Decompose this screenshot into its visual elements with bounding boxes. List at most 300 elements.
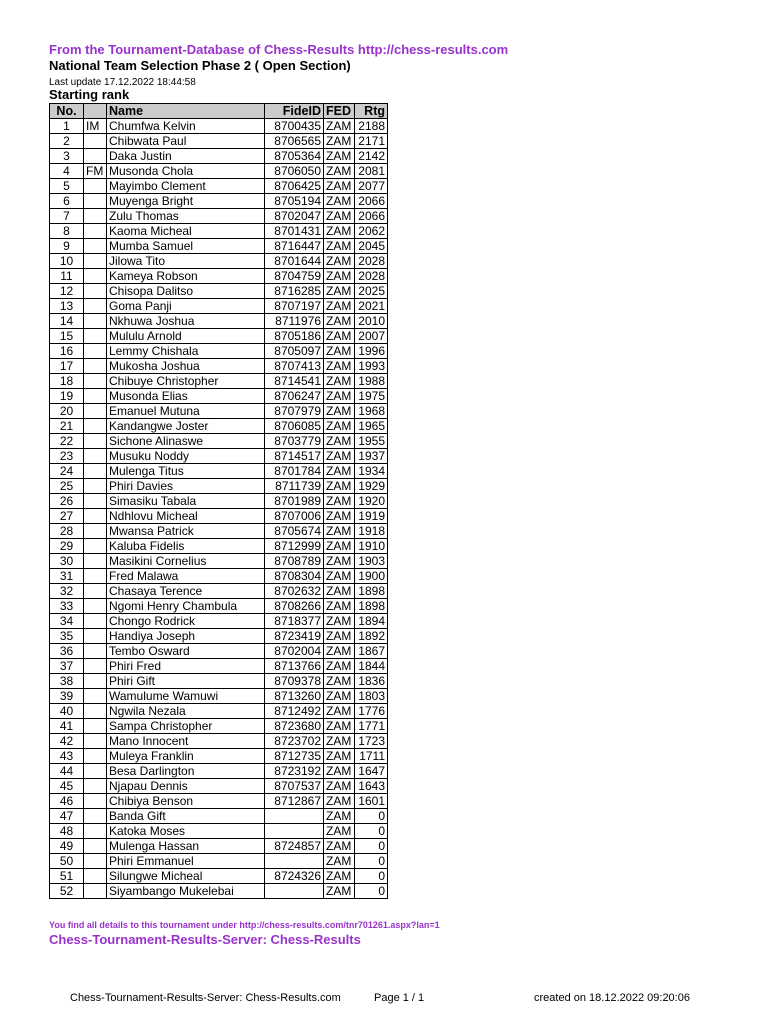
cell-rtg: 1900: [355, 569, 388, 584]
cell-rtg: 1910: [355, 539, 388, 554]
cell-fed: ZAM: [324, 719, 355, 734]
cell-name: Chibwata Paul: [107, 134, 265, 149]
cell-fideid: 8714517: [265, 449, 324, 464]
cell-no: 47: [50, 809, 84, 824]
cell-fideid: 8701989: [265, 494, 324, 509]
cell-no: 4: [50, 164, 84, 179]
cell-title: [84, 794, 107, 809]
cell-no: 23: [50, 449, 84, 464]
page-footer-left: Chess-Tournament-Results-Server: Chess-Results.com: [70, 992, 341, 1004]
table-row: [50, 749, 388, 764]
cell-name: Besa Darlington: [107, 764, 265, 779]
table-row: [50, 764, 388, 779]
table-row: [50, 704, 388, 719]
cell-fideid: 8705186: [265, 329, 324, 344]
column-header-fideid: FideID: [265, 104, 324, 119]
cell-rtg: 2010: [355, 314, 388, 329]
cell-fed: ZAM: [324, 659, 355, 674]
cell-title: [84, 554, 107, 569]
cell-name: Chongo Rodrick: [107, 614, 265, 629]
cell-name: Chibuye Christopher: [107, 374, 265, 389]
cell-fed: ZAM: [324, 824, 355, 839]
cell-title: [84, 779, 107, 794]
cell-name: Banda Gift: [107, 809, 265, 824]
cell-name: Chisopa Dalitso: [107, 284, 265, 299]
cell-no: 45: [50, 779, 84, 794]
cell-title: [84, 704, 107, 719]
cell-fed: ZAM: [324, 269, 355, 284]
cell-name: Kameya Robson: [107, 269, 265, 284]
cell-rtg: 1844: [355, 659, 388, 674]
cell-title: [84, 209, 107, 224]
cell-fideid: 8707413: [265, 359, 324, 374]
cell-title: [84, 299, 107, 314]
cell-no: 2: [50, 134, 84, 149]
table-row: [50, 824, 388, 839]
cell-fideid: 8707979: [265, 404, 324, 419]
cell-no: 21: [50, 419, 84, 434]
cell-fideid: 8709378: [265, 674, 324, 689]
cell-rtg: 1894: [355, 614, 388, 629]
table-row: [50, 569, 388, 584]
cell-name: Chumfwa Kelvin: [107, 119, 265, 134]
cell-name: Siyambango Mukelebai: [107, 884, 265, 899]
cell-no: 52: [50, 884, 84, 899]
cell-name: Fred Malawa: [107, 569, 265, 584]
cell-fed: ZAM: [324, 554, 355, 569]
cell-rtg: 1988: [355, 374, 388, 389]
cell-title: [84, 494, 107, 509]
cell-no: 1: [50, 119, 84, 134]
cell-fed: ZAM: [324, 869, 355, 884]
cell-title: [84, 314, 107, 329]
table-row: [50, 584, 388, 599]
cell-no: 51: [50, 869, 84, 884]
cell-rtg: 1711: [355, 749, 388, 764]
cell-name: Ndhlovu Micheal: [107, 509, 265, 524]
table-row: [50, 479, 388, 494]
cell-rtg: 2081: [355, 164, 388, 179]
column-header-rtg: Rtg: [355, 104, 388, 119]
cell-fideid: 8707537: [265, 779, 324, 794]
cell-fideid: 8712867: [265, 794, 324, 809]
cell-fideid: 8723680: [265, 719, 324, 734]
cell-name: Phiri Gift: [107, 674, 265, 689]
cell-title: [84, 584, 107, 599]
cell-no: 14: [50, 314, 84, 329]
cell-title: [84, 284, 107, 299]
cell-rtg: 0: [355, 809, 388, 824]
table-row: [50, 239, 388, 254]
cell-title: [84, 629, 107, 644]
table-row: [50, 314, 388, 329]
cell-title: [84, 869, 107, 884]
cell-fed: ZAM: [324, 224, 355, 239]
cell-fideid: 8702632: [265, 584, 324, 599]
cell-no: 13: [50, 299, 84, 314]
cell-no: 26: [50, 494, 84, 509]
cell-fed: ZAM: [324, 479, 355, 494]
cell-name: Ngomi Henry Chambula: [107, 599, 265, 614]
cell-rtg: 2028: [355, 254, 388, 269]
table-row: [50, 659, 388, 674]
cell-title: [84, 854, 107, 869]
cell-fed: ZAM: [324, 194, 355, 209]
cell-rtg: 2021: [355, 299, 388, 314]
cell-rtg: 1898: [355, 599, 388, 614]
cell-rtg: 0: [355, 854, 388, 869]
cell-no: 33: [50, 599, 84, 614]
cell-no: 46: [50, 794, 84, 809]
table-row: [50, 734, 388, 749]
cell-rtg: 1934: [355, 464, 388, 479]
cell-rtg: 1996: [355, 344, 388, 359]
cell-rtg: 2062: [355, 224, 388, 239]
table-row: [50, 599, 388, 614]
cell-title: [84, 839, 107, 854]
column-header-fed: FED: [324, 104, 355, 119]
cell-fed: ZAM: [324, 239, 355, 254]
cell-title: IM: [84, 119, 107, 134]
table-row: [50, 254, 388, 269]
cell-name: Ngwila Nezala: [107, 704, 265, 719]
cell-no: 16: [50, 344, 84, 359]
cell-title: [84, 689, 107, 704]
cell-fed: ZAM: [324, 584, 355, 599]
cell-title: [84, 269, 107, 284]
cell-rtg: 1975: [355, 389, 388, 404]
cell-title: [84, 374, 107, 389]
cell-name: Katoka Moses: [107, 824, 265, 839]
cell-no: 32: [50, 584, 84, 599]
cell-fed: ZAM: [324, 569, 355, 584]
cell-no: 7: [50, 209, 84, 224]
cell-fed: ZAM: [324, 464, 355, 479]
cell-no: 50: [50, 854, 84, 869]
table-row: [50, 119, 388, 134]
cell-name: Chibiya Benson: [107, 794, 265, 809]
cell-title: [84, 764, 107, 779]
cell-rtg: 2066: [355, 194, 388, 209]
cell-fed: ZAM: [324, 494, 355, 509]
cell-fed: ZAM: [324, 449, 355, 464]
table-row: [50, 194, 388, 209]
table-body: [50, 119, 388, 899]
cell-fideid: 8706425: [265, 179, 324, 194]
cell-title: [84, 329, 107, 344]
table-row: [50, 809, 388, 824]
cell-name: Emanuel Mutuna: [107, 404, 265, 419]
table-row: [50, 284, 388, 299]
cell-fed: ZAM: [324, 419, 355, 434]
cell-name: Wamulume Wamuwi: [107, 689, 265, 704]
cell-rtg: 0: [355, 869, 388, 884]
cell-fideid: 8716447: [265, 239, 324, 254]
cell-fideid: 8713766: [265, 659, 324, 674]
cell-title: [84, 644, 107, 659]
cell-fideid: 8723702: [265, 734, 324, 749]
cell-fideid: 8701431: [265, 224, 324, 239]
cell-fideid: 8711976: [265, 314, 324, 329]
table-row: [50, 374, 388, 389]
table-row: [50, 329, 388, 344]
table-row: [50, 134, 388, 149]
table-row: [50, 674, 388, 689]
cell-rtg: 2142: [355, 149, 388, 164]
table-row: [50, 644, 388, 659]
cell-title: [84, 449, 107, 464]
table-row: [50, 389, 388, 404]
cell-title: [84, 824, 107, 839]
cell-fideid: 8712999: [265, 539, 324, 554]
cell-fed: ZAM: [324, 179, 355, 194]
cell-fideid: 8706565: [265, 134, 324, 149]
cell-no: 36: [50, 644, 84, 659]
table-row: [50, 689, 388, 704]
cell-no: 30: [50, 554, 84, 569]
cell-rtg: 1918: [355, 524, 388, 539]
cell-title: [84, 464, 107, 479]
cell-fideid: 8724857: [265, 839, 324, 854]
cell-no: 24: [50, 464, 84, 479]
cell-title: [84, 719, 107, 734]
cell-rtg: 1955: [355, 434, 388, 449]
table-row: [50, 149, 388, 164]
cell-rtg: 1919: [355, 509, 388, 524]
cell-fideid: 8705364: [265, 149, 324, 164]
cell-name: Masikini Cornelius: [107, 554, 265, 569]
cell-rtg: 1601: [355, 794, 388, 809]
cell-rtg: 1776: [355, 704, 388, 719]
cell-fed: ZAM: [324, 164, 355, 179]
page-number: Page 1 / 1: [374, 992, 425, 1004]
table-row: [50, 554, 388, 569]
cell-title: [84, 509, 107, 524]
cell-rtg: 1836: [355, 674, 388, 689]
cell-title: [84, 479, 107, 494]
cell-name: Mwansa Patrick: [107, 524, 265, 539]
cell-rtg: 2028: [355, 269, 388, 284]
cell-title: [84, 614, 107, 629]
cell-title: [84, 179, 107, 194]
table-row: [50, 494, 388, 509]
cell-fed: ZAM: [324, 749, 355, 764]
cell-rtg: 1892: [355, 629, 388, 644]
cell-fed: ZAM: [324, 854, 355, 869]
cell-rtg: 1803: [355, 689, 388, 704]
table-row: [50, 839, 388, 854]
cell-title: [84, 524, 107, 539]
cell-title: [84, 239, 107, 254]
cell-name: Kandangwe Joster: [107, 419, 265, 434]
table-row: [50, 164, 388, 179]
cell-fideid: 8706050: [265, 164, 324, 179]
table-row: [50, 464, 388, 479]
table-row: [50, 419, 388, 434]
cell-fed: ZAM: [324, 599, 355, 614]
cell-rtg: 1643: [355, 779, 388, 794]
cell-fed: ZAM: [324, 689, 355, 704]
cell-rtg: 1937: [355, 449, 388, 464]
cell-name: Phiri Davies: [107, 479, 265, 494]
cell-name: Sichone Alinaswe: [107, 434, 265, 449]
cell-title: [84, 659, 107, 674]
cell-fed: ZAM: [324, 524, 355, 539]
table-row: [50, 629, 388, 644]
cell-fed: ZAM: [324, 614, 355, 629]
cell-no: 44: [50, 764, 84, 779]
tournament-details-note[interactable]: You find all details to this tournament under http://chess-results.com/tnr701261.aspx?lan=1: [49, 920, 440, 930]
cell-fideid: 8702004: [265, 644, 324, 659]
table-row: [50, 224, 388, 239]
cell-title: [84, 194, 107, 209]
cell-name: Muleya Franklin: [107, 749, 265, 764]
cell-no: 11: [50, 269, 84, 284]
cell-no: 29: [50, 539, 84, 554]
cell-fed: ZAM: [324, 314, 355, 329]
table-row: [50, 719, 388, 734]
cell-rtg: 1903: [355, 554, 388, 569]
cell-rtg: 1867: [355, 644, 388, 659]
cell-fed: ZAM: [324, 884, 355, 899]
cell-rtg: 2171: [355, 134, 388, 149]
cell-title: [84, 344, 107, 359]
cell-fideid: 8701644: [265, 254, 324, 269]
cell-no: 17: [50, 359, 84, 374]
cell-name: Nkhuwa Joshua: [107, 314, 265, 329]
cell-fideid: 8705674: [265, 524, 324, 539]
page-footer-created: created on 18.12.2022 09:20:06: [534, 992, 690, 1004]
cell-rtg: 2007: [355, 329, 388, 344]
cell-fed: ZAM: [324, 674, 355, 689]
cell-rtg: 0: [355, 884, 388, 899]
cell-no: 10: [50, 254, 84, 269]
cell-fed: ZAM: [324, 539, 355, 554]
cell-rtg: 1965: [355, 419, 388, 434]
cell-no: 25: [50, 479, 84, 494]
cell-no: 49: [50, 839, 84, 854]
cell-no: 34: [50, 614, 84, 629]
cell-name: Zulu Thomas: [107, 209, 265, 224]
cell-no: 6: [50, 194, 84, 209]
table-row: [50, 449, 388, 464]
last-update: Last update 17.12.2022 18:44:58: [49, 77, 196, 88]
cell-name: Mayimbo Clement: [107, 179, 265, 194]
cell-fed: ZAM: [324, 404, 355, 419]
cell-name: Silungwe Micheal: [107, 869, 265, 884]
cell-name: Muyenga Bright: [107, 194, 265, 209]
cell-name: Kaluba Fidelis: [107, 539, 265, 554]
cell-rtg: 1929: [355, 479, 388, 494]
event-title: National Team Selection Phase 2 ( Open Section): [49, 58, 351, 73]
cell-rtg: 2045: [355, 239, 388, 254]
cell-fed: ZAM: [324, 794, 355, 809]
table-row: [50, 884, 388, 899]
column-header-title: [84, 104, 107, 119]
cell-name: Jilowa Tito: [107, 254, 265, 269]
cell-name: Mano Innocent: [107, 734, 265, 749]
cell-fed: ZAM: [324, 284, 355, 299]
cell-no: 42: [50, 734, 84, 749]
table-row: [50, 509, 388, 524]
cell-fed: ZAM: [324, 434, 355, 449]
cell-name: Musonda Elias: [107, 389, 265, 404]
starting-rank-table: [49, 103, 388, 899]
cell-fideid: 8713260: [265, 689, 324, 704]
cell-no: 28: [50, 524, 84, 539]
cell-name: Tembo Osward: [107, 644, 265, 659]
cell-fed: ZAM: [324, 329, 355, 344]
cell-rtg: 1723: [355, 734, 388, 749]
cell-title: [84, 224, 107, 239]
cell-fed: ZAM: [324, 344, 355, 359]
cell-fideid: 8706085: [265, 419, 324, 434]
cell-no: 15: [50, 329, 84, 344]
cell-no: 40: [50, 704, 84, 719]
cell-fed: ZAM: [324, 299, 355, 314]
table-row: [50, 404, 388, 419]
column-header-name: Name: [107, 104, 265, 119]
cell-title: [84, 434, 107, 449]
table-row: [50, 434, 388, 449]
source-link[interactable]: From the Tournament-Database of Chess-Results http://chess-results.com: [49, 42, 509, 57]
cell-fed: ZAM: [324, 704, 355, 719]
cell-no: 38: [50, 674, 84, 689]
table-row: [50, 779, 388, 794]
cell-fideid: 8708304: [265, 569, 324, 584]
cell-no: 39: [50, 689, 84, 704]
column-header-no: No.: [50, 104, 84, 119]
cell-fideid: 8705097: [265, 344, 324, 359]
cell-name: Lemmy Chishala: [107, 344, 265, 359]
cell-title: [84, 884, 107, 899]
cell-fideid: 8724326: [265, 869, 324, 884]
cell-fideid: 8723419: [265, 629, 324, 644]
cell-fideid: 8708789: [265, 554, 324, 569]
cell-fideid: 8718377: [265, 614, 324, 629]
cell-rtg: 1920: [355, 494, 388, 509]
cell-fed: ZAM: [324, 779, 355, 794]
cell-no: 18: [50, 374, 84, 389]
cell-title: FM: [84, 164, 107, 179]
cell-fideid: 8708266: [265, 599, 324, 614]
cell-no: 20: [50, 404, 84, 419]
cell-fed: ZAM: [324, 764, 355, 779]
cell-fed: ZAM: [324, 389, 355, 404]
cell-title: [84, 254, 107, 269]
cell-rtg: 1647: [355, 764, 388, 779]
cell-title: [84, 359, 107, 374]
table-row: [50, 269, 388, 284]
cell-title: [84, 809, 107, 824]
cell-no: 22: [50, 434, 84, 449]
cell-fed: ZAM: [324, 134, 355, 149]
cell-fideid: 8714541: [265, 374, 324, 389]
cell-fed: ZAM: [324, 374, 355, 389]
cell-no: 37: [50, 659, 84, 674]
cell-rtg: 2188: [355, 119, 388, 134]
cell-name: Goma Panji: [107, 299, 265, 314]
cell-rtg: 2025: [355, 284, 388, 299]
cell-rtg: 1993: [355, 359, 388, 374]
cell-name: Handiya Joseph: [107, 629, 265, 644]
cell-title: [84, 734, 107, 749]
cell-no: 43: [50, 749, 84, 764]
cell-name: Mululu Arnold: [107, 329, 265, 344]
cell-fed: ZAM: [324, 809, 355, 824]
table-header-row: [50, 104, 388, 119]
cell-fideid: 8723192: [265, 764, 324, 779]
